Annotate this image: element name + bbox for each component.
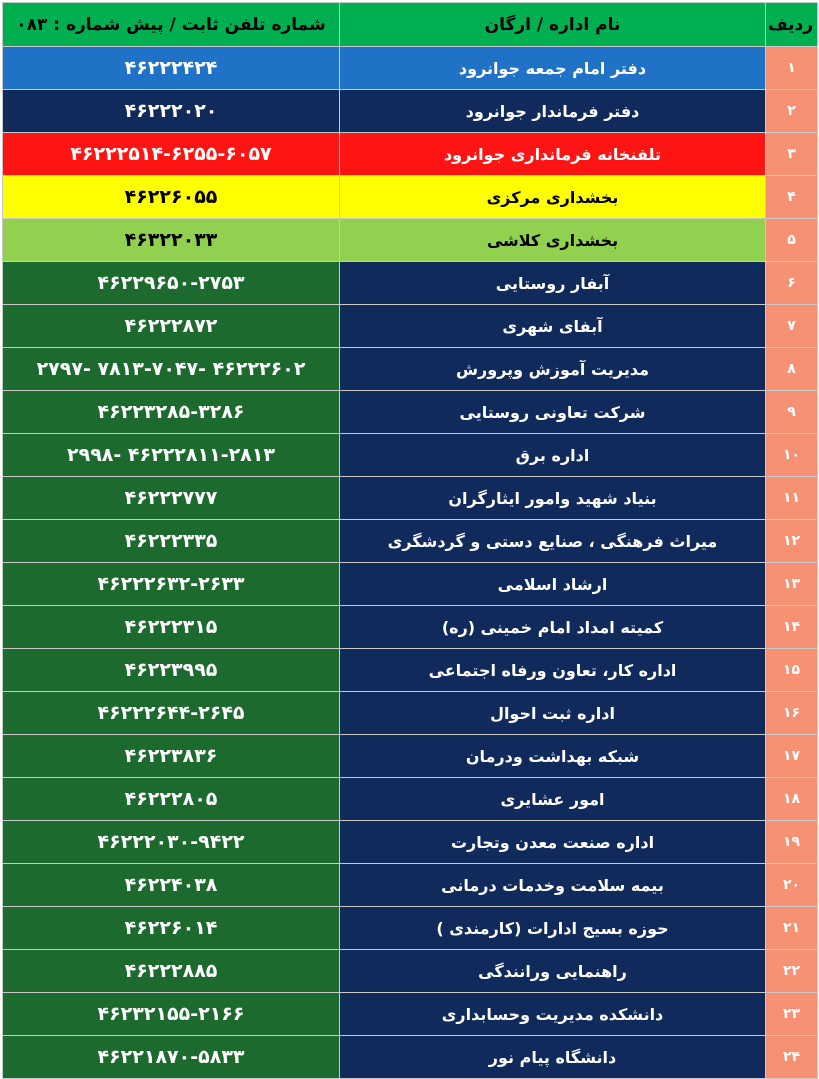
directory-body [3,47,818,1079]
row-number: ۱۸ [766,778,818,821]
organization-name: میراث فرهنگی ، صنایع دستی و گردشگری [340,520,766,563]
row-number: ۱۲ [766,520,818,563]
row-number: ۵ [766,219,818,262]
row-number: ۴ [766,176,818,219]
phone-number: ۴۶۲۲۲۸۱۱-۲۸۱۳ -۲۹۹۸ [3,434,340,477]
organization-name: شرکت تعاونی روستایی [340,391,766,434]
phone-number: ۴۶۲۲۶۰۱۴ [3,907,340,950]
organization-name: آبفای شهری [340,305,766,348]
organization-name: تلفنخانه فرمانداری جوانرود [340,133,766,176]
organization-name: دفتر امام جمعه جوانرود [340,47,766,90]
organization-name: دانشکده مدیریت وحسابداری [340,993,766,1036]
phone-number: ۴۶۲۲۲۳۱۵ [3,606,340,649]
table-row [3,262,818,305]
table-row [3,692,818,735]
organization-name: اداره برق [340,434,766,477]
row-number: ۱۱ [766,477,818,520]
row-number: ۲۰ [766,864,818,907]
table-row [3,219,818,262]
row-number: ۱۵ [766,649,818,692]
table-row [3,391,818,434]
phone-number: ۴۶۲۳۲۱۵۵-۲۱۶۶ [3,993,340,1036]
table-row [3,477,818,520]
row-number: ۸ [766,348,818,391]
phone-number: ۴۶۲۲۲۶۰۲ -۷۸۱۳-۷۰۴۷ -۲۷۹۷ [3,348,340,391]
phone-number: ۴۶۲۲۳۸۳۶ [3,735,340,778]
row-number: ۹ [766,391,818,434]
row-number: ۲۳ [766,993,818,1036]
row-number: ۲۲ [766,950,818,993]
phone-number: ۴۶۲۲۹۶۵۰-۲۷۵۳ [3,262,340,305]
row-number: ۱۹ [766,821,818,864]
row-number: ۲۴ [766,1036,818,1079]
table-row [3,735,818,778]
organization-name: دانشگاه پیام نور [340,1036,766,1079]
table-row [3,176,818,219]
row-number: ۲۱ [766,907,818,950]
organization-name: بنیاد شهید وامور ایثارگران [340,477,766,520]
table-row [3,864,818,907]
organization-name: اداره ثبت احوال [340,692,766,735]
organization-name: بخشداری مرکزی [340,176,766,219]
row-number: ۲ [766,90,818,133]
row-number: ۳ [766,133,818,176]
organization-name: اداره صنعت معدن وتجارت [340,821,766,864]
phone-number: ۴۶۲۲۲۶۴۴-۲۶۴۵ [3,692,340,735]
organization-name: بیمه سلامت وخدمات درمانی [340,864,766,907]
table-row [3,821,818,864]
phone-number: ۴۶۲۲۲۴۲۴ [3,47,340,90]
header-organization: نام اداره / ارگان [340,3,766,47]
organization-name: راهنمایی ورانندگی [340,950,766,993]
phone-directory-table [2,2,818,1079]
organization-name: حوزه بسیج ادارات (کارمندی ) [340,907,766,950]
phone-number: ۴۶۲۲۲۷۷۷ [3,477,340,520]
phone-number: ۴۶۲۲۲۸۸۵ [3,950,340,993]
row-number: ۱۴ [766,606,818,649]
table-row [3,305,818,348]
organization-name: دفتر فرماندار جوانرود [340,90,766,133]
table-row [3,993,818,1036]
table-row [3,649,818,692]
row-number: ۱۳ [766,563,818,606]
row-number: ۱۶ [766,692,818,735]
phone-number: ۴۶۲۲۲۵۱۴-۶۲۵۵-۶۰۵۷ [3,133,340,176]
phone-number: ۴۶۲۲۱۸۷۰-۵۸۳۳ [3,1036,340,1079]
organization-name: بخشداری کلاشی [340,219,766,262]
table-row [3,950,818,993]
header-phone: شماره تلفن ثابت / پیش شماره : ۰۸۳ [3,3,340,47]
organization-name: امور عشایری [340,778,766,821]
row-number: ۱۷ [766,735,818,778]
table-row [3,563,818,606]
header-row-number: ردیف [766,3,818,47]
phone-number: ۴۶۲۲۲۶۳۲-۲۶۳۳ [3,563,340,606]
organization-name: کمیته امداد امام خمینی (ره) [340,606,766,649]
organization-name: مدیریت آموزش وپرورش [340,348,766,391]
organization-name: آبفار روستایی [340,262,766,305]
table-row [3,133,818,176]
phone-number: ۴۶۲۲۴۰۳۸ [3,864,340,907]
row-number: ۷ [766,305,818,348]
phone-number: ۴۶۲۲۳۲۸۵-۳۲۸۶ [3,391,340,434]
phone-number: ۴۶۲۲۳۹۹۵ [3,649,340,692]
table-row [3,907,818,950]
phone-number: ۴۶۳۲۲۰۳۳ [3,219,340,262]
row-number: ۱ [766,47,818,90]
table-row [3,47,818,90]
organization-name: شبکه بهداشت ودرمان [340,735,766,778]
table-row [3,348,818,391]
phone-number: ۴۶۲۲۲۸۷۲ [3,305,340,348]
table-row [3,434,818,477]
table-row [3,90,818,133]
table-row [3,1036,818,1079]
row-number: ۱۰ [766,434,818,477]
table-row [3,520,818,563]
organization-name: اداره کار، تعاون ورفاه اجتماعی [340,649,766,692]
header-row [3,3,818,47]
table-row [3,606,818,649]
phone-number: ۴۶۲۲۲۰۳۰-۹۴۲۲ [3,821,340,864]
phone-number: ۴۶۲۲۶۰۵۵ [3,176,340,219]
phone-number: ۴۶۲۲۲۸۰۵ [3,778,340,821]
phone-number: ۴۶۲۲۲۳۳۵ [3,520,340,563]
row-number: ۶ [766,262,818,305]
table-row [3,778,818,821]
organization-name: ارشاد اسلامی [340,563,766,606]
phone-number: ۴۶۲۲۲۰۲۰ [3,90,340,133]
